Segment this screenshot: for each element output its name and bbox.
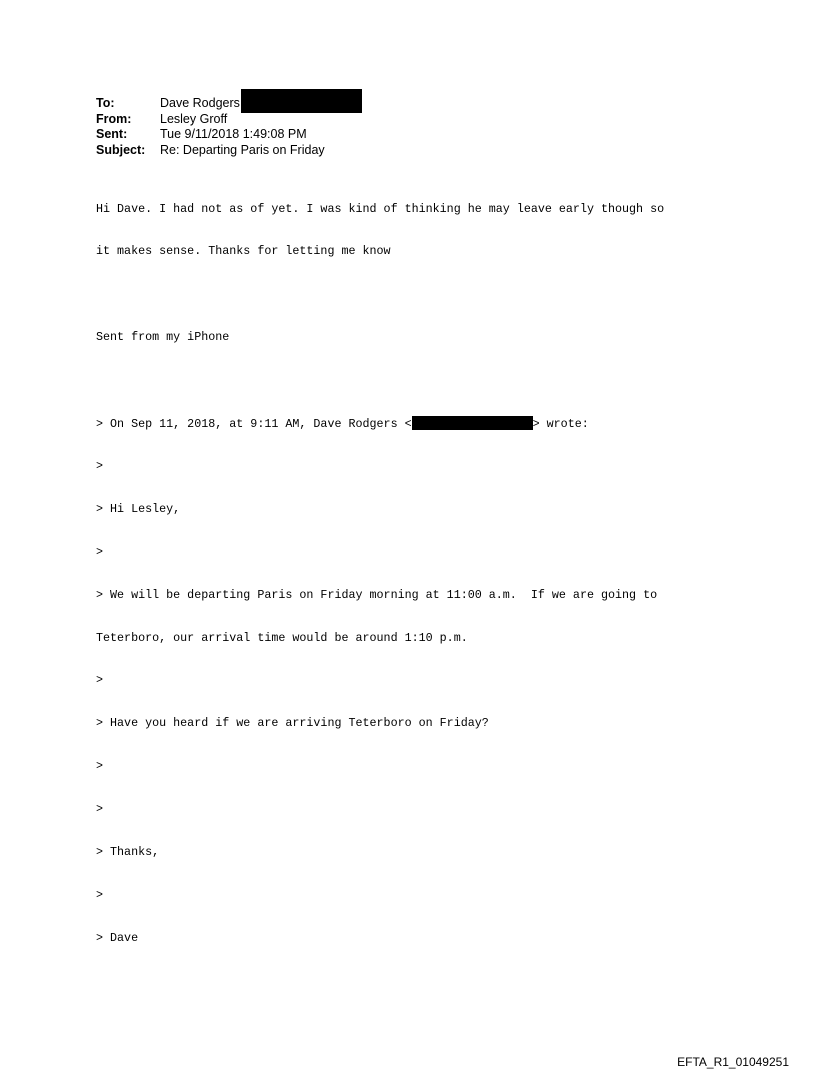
quote-marker-line: >: [96, 802, 104, 817]
subject-value: Re: Departing Paris on Friday: [160, 142, 325, 157]
quote-marker-line: >: [96, 887, 104, 902]
quote-name-line: > Dave: [96, 930, 139, 945]
redaction-box: [241, 89, 362, 113]
from-label: From:: [96, 111, 132, 126]
to-value-wrap: [160, 96, 362, 112]
quote-marker-line: >: [96, 458, 104, 473]
quote-marker-line: >: [96, 759, 104, 774]
header-sent-row: [96, 127, 362, 143]
quote-intro-before: > On Sep 11, 2018, at 9:11 AM, Dave Rodgers <: [96, 417, 412, 432]
quote-text-line: > We will be departing Paris on Friday morning at 11:00 a.m. If we are going to: [96, 587, 658, 602]
header-from-row: [96, 112, 362, 128]
reply-line: Hi Dave. I had not as of yet. I was kind of thinking he may leave early though so: [96, 201, 665, 216]
redaction-box: [412, 416, 533, 430]
reply-line: it makes sense. Thanks for letting me know: [96, 244, 391, 259]
quote-marker-line: >: [96, 673, 104, 688]
quote-text-line: Teterboro, our arrival time would be around 1:10 p.m.: [96, 630, 468, 645]
blank-line: [96, 287, 664, 301]
quote-intro-line: [96, 416, 664, 430]
quote-thanks-line: > Thanks,: [96, 844, 160, 859]
sent-value: Tue 9/11/2018 1:49:08 PM: [160, 127, 307, 141]
subject-label: Subject:: [96, 142, 146, 157]
quote-greeting-line: > Hi Lesley,: [96, 501, 181, 516]
signature-line: Sent from my iPhone: [96, 330, 230, 345]
quote-intro-after: > wrote:: [532, 417, 589, 432]
header-to-row: [96, 96, 362, 112]
email-body: [96, 173, 664, 974]
header-subject-row: [96, 143, 362, 159]
sent-label: Sent:: [96, 127, 128, 141]
quote-marker-line: >: [96, 544, 104, 559]
to-value: Dave Rodgers: [160, 96, 240, 110]
email-headers: [96, 96, 362, 158]
to-label: To:: [96, 96, 115, 110]
blank-line: [96, 373, 664, 387]
from-value: Lesley Groff: [160, 111, 228, 126]
quote-question-line: > Have you heard if we are arriving Teterboro on Friday?: [96, 716, 489, 731]
document-id: EFTA_R1_01049251: [677, 1055, 789, 1069]
